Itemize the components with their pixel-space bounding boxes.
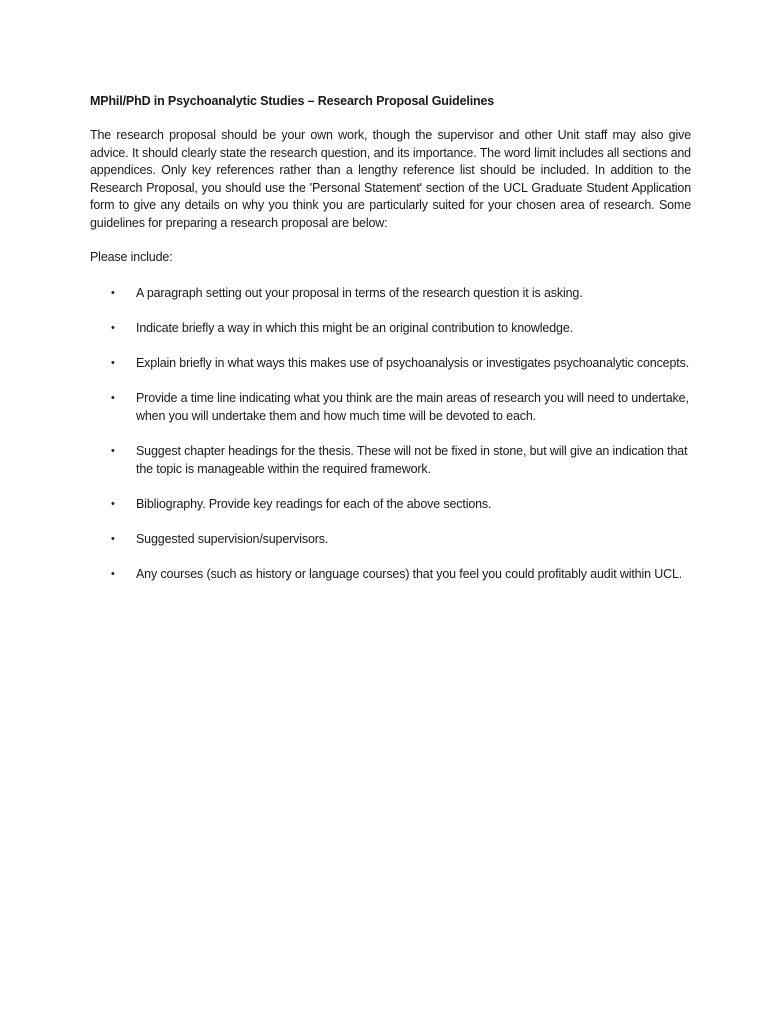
list-item-text: Provide a time line indicating what you think are the main areas of research you will need to undertake, when you will undertake them and how much time will be devoted to each. <box>136 391 689 423</box>
list-item <box>90 389 690 425</box>
list-item-text: Explain briefly in what ways this makes use of psychoanalysis or investigates psychoanalytic concepts. <box>136 356 690 370</box>
bullet-icon: • <box>111 445 115 457</box>
list-item-text: Suggest chapter headings for the thesis. These will not be fixed in stone, but will give an indication that the topic is manageable within the required framework. <box>136 444 688 476</box>
list-item <box>90 565 690 583</box>
bullet-icon: • <box>111 392 115 404</box>
list-item <box>90 530 690 548</box>
guideline-list <box>90 284 690 600</box>
list-item <box>90 495 690 513</box>
include-heading: Please include: <box>90 250 173 264</box>
list-item-text: Bibliography. Provide key readings for each of the above sections. <box>136 497 492 511</box>
list-item <box>90 354 690 372</box>
list-item <box>90 442 690 478</box>
list-item-text: Indicate briefly a way in which this might be an original contribution to knowledge. <box>136 321 573 335</box>
document-title: MPhil/PhD in Psychoanalytic Studies – Research Proposal Guidelines <box>90 94 495 108</box>
list-item-text: Any courses (such as history or language courses) that you feel you could profitably audit within UCL. <box>136 567 683 581</box>
bullet-icon: • <box>111 498 115 510</box>
bullet-icon: • <box>111 357 115 369</box>
bullet-icon: • <box>111 568 115 580</box>
list-item <box>90 284 690 302</box>
bullet-icon: • <box>111 287 115 299</box>
bullet-icon: • <box>111 322 115 334</box>
list-item-text: A paragraph setting out your proposal in terms of the research question it is asking. <box>136 286 583 300</box>
list-item-text: Suggested supervision/supervisors. <box>136 532 329 546</box>
list-item <box>90 319 690 337</box>
intro-paragraph: The research proposal should be your own work, though the supervisor and other Unit staff may also give advice. It should clearly state the research question, and its importance. The word limit includes all sections and appendices. Only key references rather than a lengthy reference list should be included. In addition to the Research Proposal, you should use the 'Personal Statement' section of the UCL Graduate Student Application form to give any details on why you think you are particularly suited for your chosen area of research. Some guidelines for preparing a research proposal are below: <box>90 128 691 230</box>
bullet-icon: • <box>111 533 115 545</box>
